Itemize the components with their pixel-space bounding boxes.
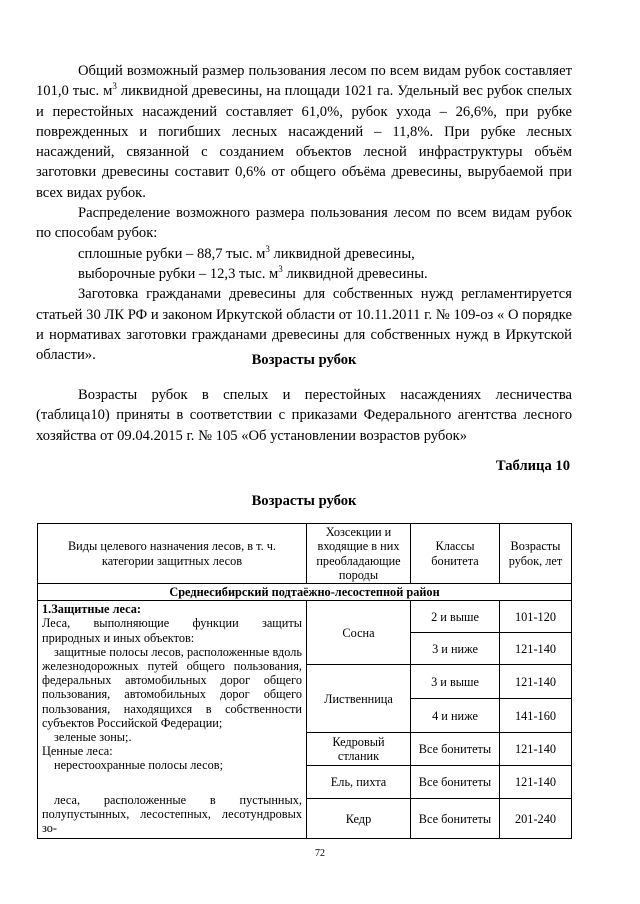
age-cell: 121-140	[500, 733, 572, 766]
species-cell: Лиственница	[307, 665, 411, 733]
class-cell: Все бонитеты	[411, 733, 500, 766]
desc-title: 1.Защитные леса:	[42, 602, 141, 617]
header-species: Хозсекции и входящие в них преобладающие породы	[307, 524, 411, 584]
paragraph-logging-volume: Общий возможный размер пользования лесом по всем видам рубок составляет 101,0 тыс. $м^3$ ликвидной древесины, на площади 1021 га. Удельный вес рубок спелых и перестойных насаждений составляет 61,0%, рубок ухода – 26,6%, при рубке поврежденных и погибших лесных насаждений – 11,8%. При рубке лесных насаждений, связанной с созданием объектов лесной инфраструктуры объём заготовки древесины составит 0,6% от общего объёма древесины, вырубаемой при всех видах рубок.	[36, 63, 572, 201]
desc-line: зеленые зоны;.	[54, 730, 132, 745]
header-cutting-age: Возрасты рубок, лет	[500, 524, 572, 584]
species-cell: Ель, пихта	[307, 766, 411, 799]
table-row	[38, 601, 572, 633]
desc-line: Леса, выполняющие функции защиты природных и иных объектов:	[42, 616, 302, 645]
region-row	[38, 584, 572, 601]
class-cell: Все бонитеты	[411, 799, 500, 839]
header-purpose: Виды целевого назначения лесов, в т. ч. категории защитных лесов	[38, 524, 307, 584]
body-text	[36, 61, 572, 365]
purpose-description	[38, 601, 307, 839]
section-heading: Возрасты рубок	[251, 352, 357, 368]
class-cell: 2 и выше	[411, 601, 500, 633]
age-cell: 121-140	[500, 633, 572, 665]
class-cell: 3 и ниже	[411, 633, 500, 665]
age-cell: 201-240	[500, 799, 572, 839]
table-label: Таблица 10	[495, 458, 570, 474]
header-site-class: Классы бонитета	[411, 524, 500, 584]
desc-line: леса, расположенные в пустынных, полупустынных, лесостепных, лесотундровых зо-	[42, 792, 302, 836]
class-cell: Все бонитеты	[411, 766, 500, 799]
paragraph-citizen-harvest: Заготовка гражданами древесины для собственных нужд регламентируется статьей 30 ЛК РФ и законом Иркутской области от 10.11.2011 г. № 109-оз « О порядке и нормативах заготовки гражданами древесины для собственных нужд в Иркутской области».	[36, 286, 572, 364]
age-cell: 121-140	[500, 766, 572, 799]
desc-line: нерестоохранные полосы лесов;	[54, 758, 224, 773]
table-header-row	[38, 524, 572, 584]
desc-line: Ценные леса:	[42, 744, 113, 759]
class-cell: 4 и ниже	[411, 699, 500, 733]
species-cell: Сосна	[307, 601, 411, 665]
region-name: Среднесибирский подтаёжно-лесостепной район	[38, 584, 572, 601]
age-cell: 141-160	[500, 699, 572, 733]
desc-line: защитные полосы лесов, расположенные вдоль железнодорожных путей общего пользования, федеральных автомобильных дорог общего пользования, автомобильных дорог общего пользования, находящихся в собственности субъектов Российской Федерации;	[42, 644, 302, 730]
class-cell: 3 и выше	[411, 665, 500, 699]
paragraph-distribution: Распределение возможного размера пользования лесом по всем видам рубок по способам рубок:	[36, 205, 572, 242]
species-cell: Кедр	[307, 799, 411, 839]
body-text-2	[36, 385, 572, 446]
table-title: Возрасты рубок	[251, 493, 357, 509]
list-item-selective-cutting: выборочные рубки – 12,3 тыс. $м^3$ ликвидной древесины.	[78, 264, 428, 282]
paragraph-cutting-ages: Возрасты рубок в спелых и перестойных насаждениях лесничества (таблица10) приняты в соответствии с приказами Федерального агентства лесного хозяйства от 09.04.2015 г. № 105 «Об установлении возрастов рубок»	[36, 387, 572, 444]
page-number: 72	[315, 848, 325, 859]
species-cell: Кедровый стланик	[307, 733, 411, 766]
list-item-clear-cutting: сплошные рубки – 88,7 тыс. $м^3$ ликвидной древесины,	[78, 243, 415, 262]
age-cell: 121-140	[500, 665, 572, 699]
age-cell: 101-120	[500, 601, 572, 633]
cutting-ages-table	[37, 523, 572, 839]
